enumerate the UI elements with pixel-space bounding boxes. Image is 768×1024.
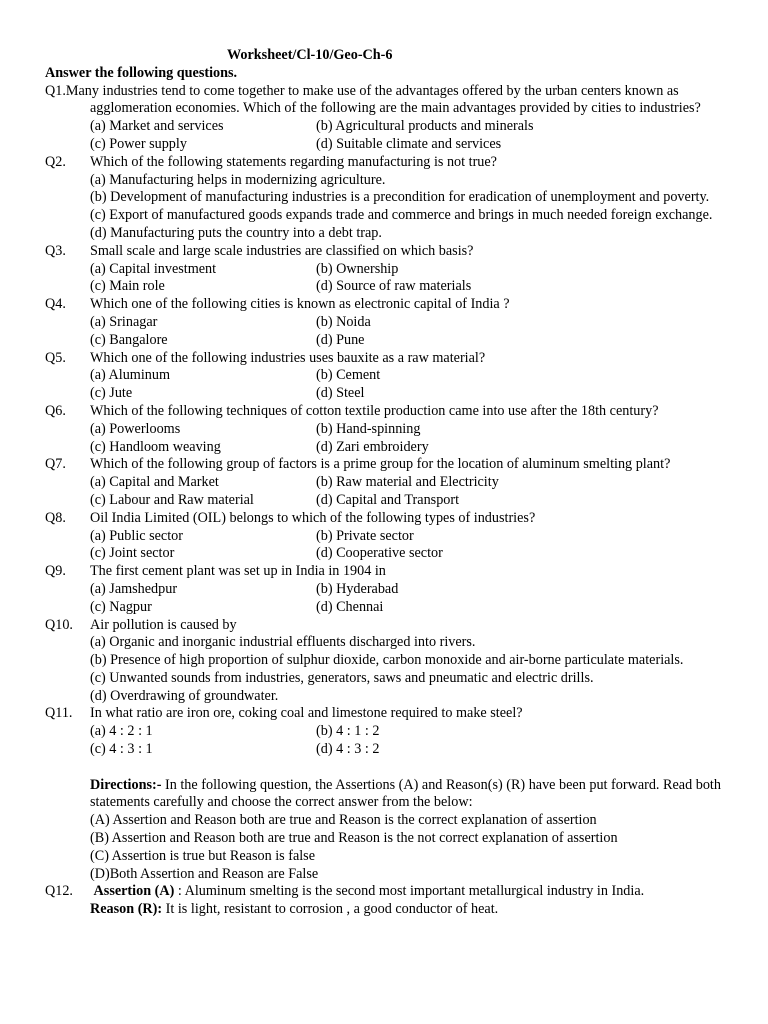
option-c: (c) Unwanted sounds from industries, generators, saws and pneumatic and electric drills. [90, 669, 594, 686]
option-b: (b) Noida [316, 313, 371, 330]
options [45, 118, 738, 154]
option-d: (d) Zari embroidery [316, 438, 429, 455]
answer-key-c: (C) Assertion is true but Reason is false [90, 847, 315, 864]
options [90, 314, 738, 350]
option-d: (d) Steel [316, 385, 365, 402]
option-a: (a) Aluminum [90, 367, 170, 384]
option-a: (a) Jamshedpur [90, 580, 178, 597]
option-b: (b) Hyderabad [316, 580, 399, 597]
question-12 [45, 883, 738, 919]
question-text: Air pollution is caused by [90, 616, 237, 633]
options [90, 421, 738, 457]
option-b: (b) Raw material and Electricity [316, 474, 499, 491]
question-number: Q4. [45, 296, 66, 313]
assertion-label: Assertion (A) [93, 883, 175, 900]
question-6 [45, 403, 738, 456]
question-7 [45, 456, 738, 509]
option-d: (d) Capital and Transport [316, 491, 460, 508]
question-2 [45, 154, 738, 243]
option-c: (c) Power supply [90, 135, 187, 152]
reason-label: Reason (R): [90, 901, 163, 918]
question-5 [45, 350, 738, 403]
question-text: Many industries tend to come together to make use of the advantages offered by the urban centers known as agglomeration economies. Which of the following are the main advantages provided by cities to industries? [65, 82, 701, 117]
option-a: (a) Market and services [90, 118, 224, 135]
option-d: (d) 4 : 3 : 2 [316, 741, 380, 758]
option-d: (d) Chennai [316, 598, 384, 615]
option-b: (b) Presence of high proportion of sulphur dioxide, carbon monoxide and air-borne particulate materials. [90, 652, 684, 669]
option-c: (c) Joint sector [90, 545, 175, 562]
question-number: Q7. [45, 456, 66, 473]
answer-key-a: (A) Assertion and Reason both are true and Reason is the correct explanation of assertion [90, 812, 597, 829]
option-b: (b) Agricultural products and minerals [316, 118, 534, 135]
option-a: (a) Public sector [90, 527, 183, 544]
option-d: (d) Manufacturing puts the country into a debt trap. [90, 224, 382, 241]
question-3 [45, 243, 738, 296]
option-c: (c) Nagpur [90, 598, 152, 615]
answer-key-b: (B) Assertion and Reason both are true and Reason is the not correct explanation of assertion [90, 830, 618, 847]
option-a: (a) Srinagar [90, 313, 158, 330]
question-text: In what ratio are iron ore, coking coal and limestone required to make steel? [90, 705, 523, 722]
question-number: Q9. [45, 563, 66, 580]
option-c: (c) Jute [90, 385, 133, 402]
option-d: (d) Overdrawing of groundwater. [90, 687, 279, 704]
option-c: (c) Export of manufactured goods expands trade and commerce and brings in much needed foreign exchange. [90, 207, 713, 224]
question-text: The first cement plant was set up in India in 1904 in [90, 563, 386, 580]
question-text: Small scale and large scale industries are classified on which basis? [90, 242, 474, 259]
question-number: Q5. [45, 349, 66, 366]
question-text: Which one of the following cities is known as electronic capital of India ? [90, 296, 510, 313]
options [90, 528, 738, 564]
option-c: (c) Bangalore [90, 331, 168, 348]
option-c: (c) Labour and Raw material [90, 491, 254, 508]
option-c: (c) Handloom weaving [90, 438, 221, 455]
option-a: (a) Capital investment [90, 260, 217, 277]
question-text: Which of the following techniques of cotton textile production came into use after the 18th century? [90, 402, 659, 419]
options [90, 474, 738, 510]
directions-label: Directions:- [90, 776, 162, 793]
answer-key-d: (D)Both Assertion and Reason are False [90, 865, 319, 882]
option-d: (d) Cooperative sector [316, 545, 443, 562]
options [90, 261, 738, 297]
question-1 [45, 83, 738, 154]
question-number: Q12. [45, 883, 73, 900]
question-number: Q2. [45, 153, 66, 170]
question-8 [45, 510, 738, 563]
question-4 [45, 296, 738, 349]
directions-text: Directions:- In the following question, the Assertions (A) and Reason(s) (R) have been put forward. Read both statements carefully and choose the correct answer from the below: [90, 776, 721, 811]
option-a: (a) Manufacturing helps in modernizing agriculture. [90, 171, 386, 188]
option-b: (b) Hand-spinning [316, 420, 421, 437]
option-b: (b) Cement [316, 367, 381, 384]
option-a: (a) 4 : 2 : 1 [90, 723, 153, 740]
options [90, 581, 738, 617]
question-number: Q3. [45, 242, 66, 259]
question-number: Q11. [45, 705, 73, 722]
reason: Reason (R): It is light, resistant to corrosion , a good conductor of heat. [90, 901, 499, 918]
option-b: (b) Ownership [316, 260, 399, 277]
question-number: Q10. [45, 616, 73, 633]
question-11 [45, 705, 738, 758]
options [90, 367, 738, 403]
worksheet-title: Worksheet/Cl-10/Geo-Ch-6 [227, 47, 393, 63]
question-number: Q1. [45, 82, 66, 99]
question-9 [45, 563, 738, 616]
question-number: Q8. [45, 509, 66, 526]
option-a: (a) Capital and Market [90, 474, 219, 491]
option-d: (d) Pune [316, 331, 365, 348]
question-text: Which of the following statements regarding manufacturing is not true? [90, 153, 497, 170]
option-a: (a) Organic and inorganic industrial effluents discharged into rivers. [90, 634, 476, 651]
assertion: Assertion (A) : Aluminum smelting is the second most important metallurgical industry in India. [93, 883, 645, 900]
spacer [45, 759, 738, 777]
directions-block [45, 777, 738, 884]
option-b: (b) Development of manufacturing industries is a precondition for eradication of unemployment and poverty. [90, 189, 710, 206]
option-c: (c) Main role [90, 278, 165, 295]
options [90, 723, 738, 759]
question-number: Q6. [45, 402, 66, 419]
option-a: (a) Powerlooms [90, 420, 181, 437]
question-text: Oil India Limited (OIL) belongs to which of the following types of industries? [90, 509, 536, 526]
option-b: (b) 4 : 1 : 2 [316, 723, 380, 740]
option-b: (b) Private sector [316, 527, 414, 544]
instructions: Answer the following questions. [45, 64, 238, 81]
option-c: (c) 4 : 3 : 1 [90, 741, 153, 758]
question-10 [45, 617, 738, 706]
option-d: (d) Source of raw materials [316, 278, 472, 295]
question-text: Which of the following group of factors is a prime group for the location of aluminum smelting plant? [90, 456, 671, 473]
question-text: Which one of the following industries uses bauxite as a raw material? [90, 349, 486, 366]
option-d: (d) Suitable climate and services [316, 135, 502, 152]
